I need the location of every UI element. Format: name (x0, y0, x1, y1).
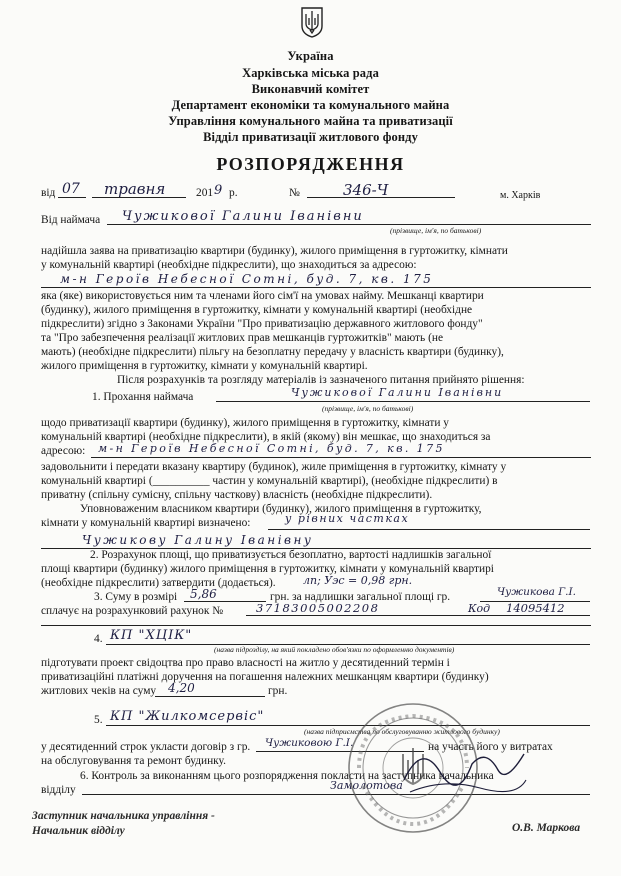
date-month: травня (104, 180, 166, 198)
item4-caption: (назва підрозділу, на який покладено обов'язки по оформленню документів) (214, 645, 455, 654)
item5-label: 5. (94, 714, 103, 726)
item2-handwritten-rate: лп; Уэс = 0,98 грн. (303, 574, 413, 587)
para1-line2: у комунальній квартирі (необхідне підкреслити), що знаходиться за адресою: (41, 259, 417, 271)
order-number: 346-Ч (343, 181, 389, 199)
item3-account-number: 37183005002208 (256, 601, 380, 615)
para1-line1: надійшла заява на приватизацію квартири (будинку), жилого приміщення в гуртожитку, кімнати (41, 245, 508, 257)
date-year-label: р. (229, 187, 238, 199)
para4-line4: задовольнити і передати вказану квартиру (будинок), жиле приміщення в гуртожитку, кімнату у (41, 461, 507, 473)
item5-organization: КП "Жилкомсервіс" (110, 709, 265, 724)
tenant-name: Чужикової Галини Іванівни (122, 209, 364, 224)
signer-position-line2: Начальник відділу (32, 825, 125, 837)
item5-caption: (назва підприємства по обслуговуванню житлового будинку) (304, 727, 500, 736)
para6-unit: грн. (268, 685, 288, 697)
item3-text: грн. за надлишки загальної площі гр. (270, 591, 451, 603)
item3-code-label: Код (468, 602, 491, 615)
para4-line5: комунальній квартирі (__________ частин у комунальній квартирі), (необхідне підкреслити) в (41, 475, 498, 487)
para6-sum-label: житлових чеків на суму (41, 685, 157, 697)
date-day: 07 (62, 181, 80, 197)
para6-amount: 4,20 (168, 681, 195, 695)
signature-scribble-icon (400, 734, 530, 802)
number-label: № (289, 187, 300, 199)
para4-address-label: адресою: (41, 445, 86, 457)
header-committee: Виконавчий комітет (251, 82, 370, 96)
item1-label: 1. Прохання наймача (92, 391, 194, 403)
city-label: м. Харків (500, 190, 541, 201)
date-year-suffix: 9 (214, 183, 223, 198)
para2-line1: яка (яке) використовується ним та членами його сім'ї на умовах найму. Мешканці квартири (41, 290, 484, 302)
item2-line1: 2. Розрахунок площі, що приватизується безоплатно, вартості надлишків загальної (90, 549, 492, 561)
para2-line4: та "Про забезпечення реалізації житлових прав мешканців гуртожитків" мають (не (41, 332, 444, 344)
header-division: Відділ приватизації житлового фонду (203, 130, 418, 144)
header-department: Департамент економіки та комунального майна (171, 98, 450, 112)
para5-shares-handwritten: у рівних частках (285, 512, 410, 525)
para6-line2: приватизаційні платіжні доручення на погашення належних мешканцям квартири (будинку) (41, 671, 489, 683)
signer-name: О.В. Маркова (512, 822, 581, 834)
para7-line2: на обслуговування та ремонт будинку. (41, 755, 226, 767)
para4-address-handwritten: м-н Героїв Небесної Сотні, буд. 7, кв. 175 (98, 442, 445, 455)
item6-responsible-handwritten: Замолотова (330, 779, 403, 792)
tenant-name-caption: (прізвище, ім'я, по батькові) (390, 226, 482, 235)
para4-line2: комунальній квартирі (необхідне підкреслити), в якій (якому) він мешкає, що знаходиться за (41, 431, 491, 443)
para5-label: кімнати у комунальній квартирі визначено: (41, 517, 251, 529)
address-handwritten: м-н Героїв Небесної Сотні, буд. 7, кв. 175 (60, 272, 434, 286)
para2-line6: жилого приміщення в гуртожитку, кімнати у комунальній квартирі. (41, 360, 368, 372)
item1-tenant-name: Чужикової Галини Іванівни (291, 386, 504, 399)
item2-line3: (необхідне підкреслити) затвердити (додається). (41, 577, 276, 589)
para5-line1: Уповноваженим власником квартири (будинку), жилого приміщення в гуртожитку, (80, 503, 482, 515)
para2-line3: підкреслити) згідно з Законами України "Про приватизацію державного житлового фонду" (41, 318, 483, 330)
signer-position-line1: Заступник начальника управління - (32, 810, 215, 822)
coat-of-arms-icon (300, 6, 324, 38)
item3-payer-name: Чужикова Г.І. (497, 586, 576, 598)
para4-line1: щодо приватизації квартири (будинку), жилого приміщення в гуртожитку, кімнати у (41, 417, 449, 429)
para5-owner-handwritten: Чужикову Галину Іванівну (82, 533, 314, 547)
item3-amount: 5,86 (190, 587, 217, 601)
tenant-label: Від наймача (41, 214, 101, 226)
item2-line2: площі квартири (будинку) жилого приміщення в гуртожитку, кімнати у комунальній квартирі (41, 563, 494, 575)
document-title: РОЗПОРЯДЖЕННЯ (216, 154, 405, 174)
date-year-prefix: 201 (196, 187, 214, 199)
item3-account-label: сплачує на розрахунковий рахунок № (41, 605, 224, 617)
item6-line1: 6. Контроль за виконанням цього розпорядження покласти на заступника начальника (80, 770, 494, 782)
item3-code: 14095412 (506, 601, 565, 615)
header-council: Харківська міська рада (242, 66, 379, 80)
date-from-label: від (41, 187, 56, 199)
header-administration: Управління комунального майна та приватизації (168, 114, 453, 128)
item1-caption: (прізвище, ім'я, по батькові) (322, 404, 414, 413)
para7-line1-rest: на участь його у витратах (428, 741, 553, 753)
item4-organization: КП "ХЦІК" (110, 628, 193, 643)
para7-party-name: Чужиковою Г.І. (265, 737, 354, 749)
para4-line6: приватну (спільну сумісну, спільну часткову) власність (необхідне підкреслити). (41, 489, 433, 501)
header-country: Україна (287, 49, 334, 63)
item6-division-label: відділу (41, 784, 76, 796)
para2-line5: мають) (необхідне підкреслити) пільгу на безоплатну передачу у власність квартири (будинку), (41, 346, 504, 358)
para2-line2: (будинку), жилого приміщення в гуртожитку, кімнати у комунальній квартирі (необхідне (41, 304, 473, 316)
para7-contract-label: у десятиденний строк укласти договір з гр. (41, 741, 251, 753)
para6-line1: підготувати проект свідоцтва про право власності на житло у десятиденний термін і (41, 657, 450, 669)
para3-decision: Після розрахунків та розгляду матеріалів із зазначеного питання прийнято рішення: (117, 374, 525, 386)
item4-label: 4. (94, 633, 103, 645)
item3-label: 3. Суму в розмірі (94, 591, 178, 603)
